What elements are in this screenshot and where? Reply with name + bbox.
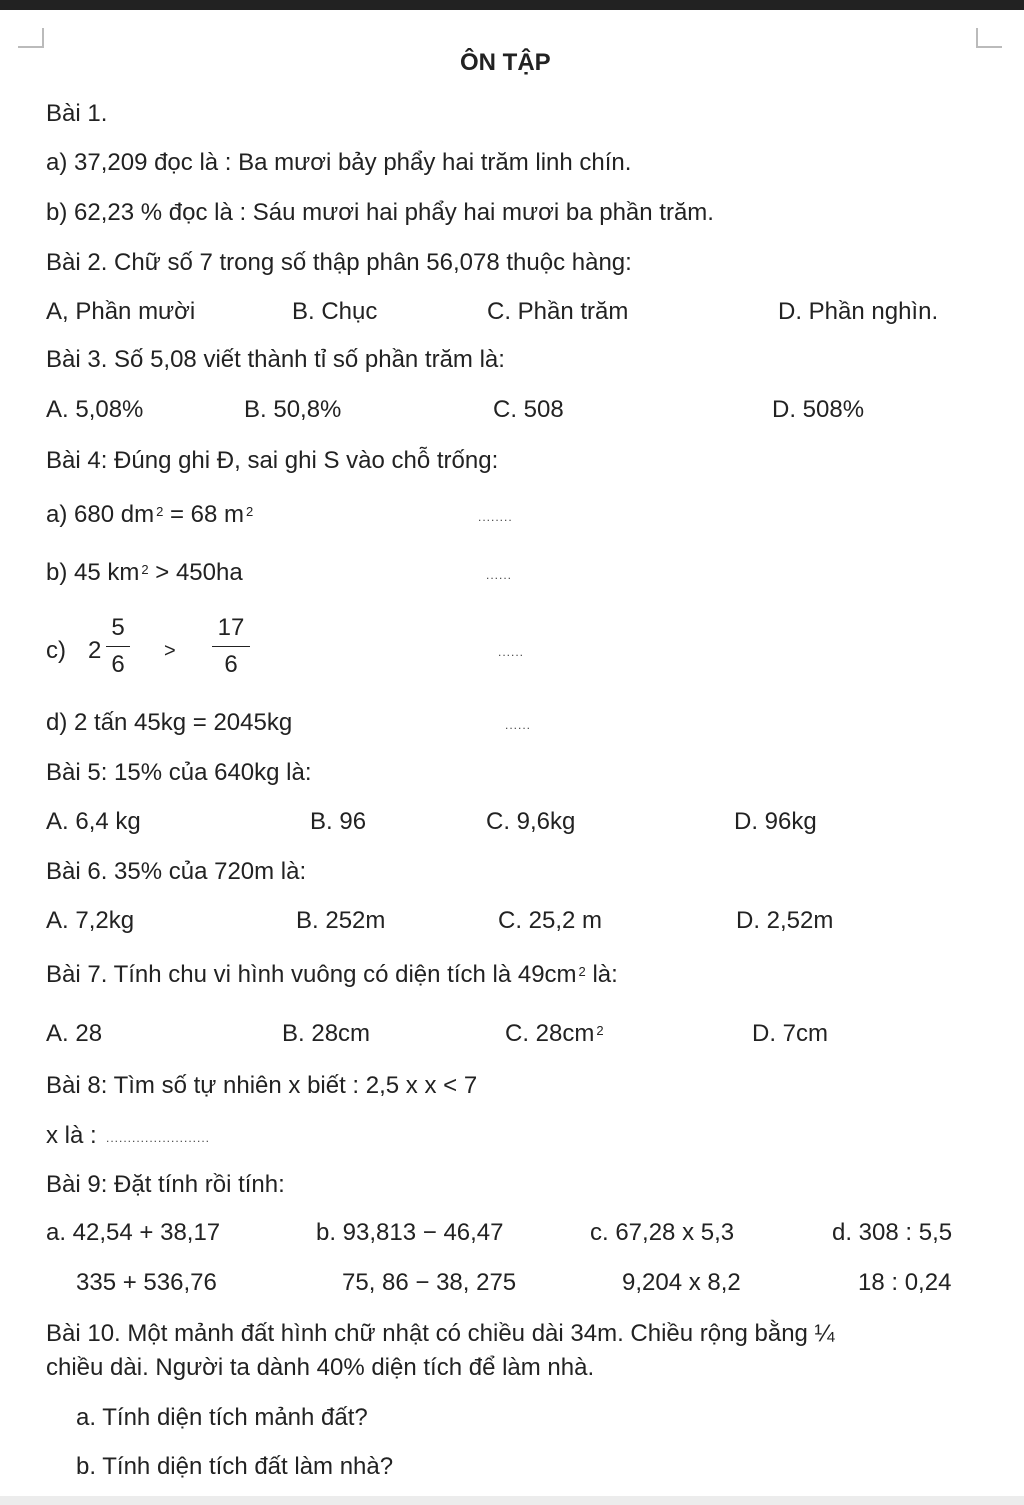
- bai9-c2: 9,204 x 8,2: [622, 1269, 741, 1296]
- bai7-option-b: B. 28cm: [282, 1020, 371, 1047]
- bai4-d-blank[interactable]: ......: [505, 718, 532, 732]
- bai5-question: Bài 5: 15% của 640kg là:: [46, 759, 312, 786]
- bai6-option-c: C. 25,2 m: [498, 907, 603, 934]
- top-bar: [0, 0, 1024, 10]
- bai4-a: [46, 500, 253, 533]
- bai6-option-a: A. 7,2kg: [46, 907, 135, 934]
- bai1-heading: Bài 1.: [46, 100, 108, 127]
- bai9-b1: b. 93,813 − 46,47: [316, 1219, 504, 1246]
- bai4-c-num1: 5: [111, 614, 125, 641]
- bai1-a: a) 37,209 đọc là : Ba mươi bảy phẩy hai trăm linh chín.: [46, 149, 632, 176]
- bai4-question: Bài 4: Đúng ghi Đ, sai ghi S vào chỗ trống:: [46, 447, 499, 474]
- bai2-option-a: A, Phần mười: [46, 298, 196, 325]
- bai4-c-whole: 2: [88, 637, 102, 664]
- bai7-question-end: là:: [585, 961, 618, 988]
- bai5-option-b: B. 96: [310, 808, 367, 835]
- bai9-b2: 75, 86 − 38, 275: [342, 1269, 517, 1296]
- bai10-b: b. Tính diện tích đất làm nhà?: [76, 1453, 394, 1480]
- bai4-c-label: c): [46, 637, 66, 664]
- bai9-a2: 335 + 536,76: [76, 1269, 217, 1296]
- bai4-c-fraction-1: [106, 614, 130, 679]
- bai7-option-d: D. 7cm: [752, 1020, 829, 1047]
- bai3-question: Bài 3. Số 5,08 viết thành tỉ số phần trăm là:: [46, 346, 505, 373]
- bai10-line2: chiều dài. Người ta dành 40% diện tích để làm nhà.: [46, 1354, 595, 1381]
- bai9-a1: a. 42,54 + 38,17: [46, 1219, 221, 1246]
- bai2-question: Bài 2. Chữ số 7 trong số thập phân 56,078 thuộc hàng:: [46, 249, 632, 276]
- bai9-d1: d. 308 : 5,5: [832, 1219, 953, 1246]
- bai4-a-blank[interactable]: ........: [478, 510, 513, 524]
- bai2-option-d: D. Phần nghìn.: [778, 298, 939, 325]
- bai10-line1: Bài 10. Một mảnh đất hình chữ nhật có chiều dài 34m. Chiều rộng bằng ¼: [46, 1320, 835, 1347]
- bai3-option-b: B. 50,8%: [244, 396, 342, 423]
- bai4-b-mid: > 450ha: [148, 559, 243, 586]
- bai4-a-mid: = 68 m: [163, 501, 245, 528]
- bai6-option-d: D. 2,52m: [736, 907, 834, 934]
- bai8-question: Bài 8: Tìm số tự nhiên x biết : 2,5 x x < 7: [46, 1072, 478, 1099]
- fraction-bar: [106, 646, 130, 647]
- bai4-b-left: b) 45 km: [46, 559, 140, 586]
- bai5-option-c: C. 9,6kg: [486, 808, 576, 835]
- bai7-option-c: [505, 1019, 604, 1052]
- bai4-b-exp1: 2: [141, 562, 149, 577]
- bai4-b-blank[interactable]: ......: [486, 568, 513, 582]
- crop-mark-right: [976, 28, 1002, 48]
- bai4-c-num2: 17: [217, 614, 245, 641]
- bai4-c-den1: 6: [111, 651, 125, 678]
- bai3-option-d: D. 508%: [772, 396, 865, 423]
- bai6-option-b: B. 252m: [296, 907, 386, 934]
- bai7-option-a: A. 28: [46, 1020, 103, 1047]
- bai4-a-left: a) 680 dm: [46, 501, 155, 528]
- bai8-answer-label: x là :: [46, 1122, 97, 1149]
- bai6-question: Bài 6. 35% của 720m là:: [46, 858, 307, 885]
- page-title: ÔN TẬP: [460, 49, 551, 76]
- bai4-b: [46, 558, 243, 591]
- bai2-option-c: C. Phần trăm: [487, 298, 629, 325]
- bai4-d: d) 2 tấn 45kg = 2045kg: [46, 709, 293, 736]
- bai9-question: Bài 9: Đặt tính rồi tính:: [46, 1171, 285, 1198]
- bai1-b: b) 62,23 % đọc là : Sáu mươi hai phẩy hai mươi ba phần trăm.: [46, 199, 714, 226]
- bai4-c-op: >: [164, 640, 176, 662]
- bai9-c1: c. 67,28 x 5,3: [590, 1219, 735, 1246]
- bai4-c-blank[interactable]: ......: [498, 645, 525, 659]
- bai7-option-c-text: C. 28cm: [505, 1020, 595, 1047]
- bai3-option-a: A. 5,08%: [46, 396, 144, 423]
- bai7-question-start: Bài 7. Tính chu vi hình vuông có diện tích là 49cm: [46, 961, 577, 988]
- bai5-option-a: A. 6,4 kg: [46, 808, 141, 835]
- bai9-d2: 18 : 0,24: [858, 1269, 952, 1296]
- bai7-question: [46, 960, 618, 993]
- crop-mark-left: [18, 28, 44, 48]
- bai7-option-c-exp: 2: [596, 1023, 604, 1038]
- bai4-a-exp1: 2: [156, 504, 164, 519]
- bai10-a: a. Tính diện tích mảnh đất?: [76, 1404, 368, 1431]
- bai7-exp: 2: [578, 964, 586, 979]
- bai8-answer-blank[interactable]: ........................: [106, 1131, 211, 1145]
- fraction-bar: [212, 646, 250, 647]
- bai4-a-exp2: 2: [246, 504, 254, 519]
- bottom-bar: [0, 1496, 1024, 1505]
- bai2-option-b: B. Chục: [292, 298, 378, 325]
- bai4-c-den2: 6: [224, 651, 238, 678]
- bai3-option-c: C. 508: [493, 396, 564, 423]
- bai5-option-d: D. 96kg: [734, 808, 817, 835]
- bai4-c-fraction-2: [212, 614, 250, 679]
